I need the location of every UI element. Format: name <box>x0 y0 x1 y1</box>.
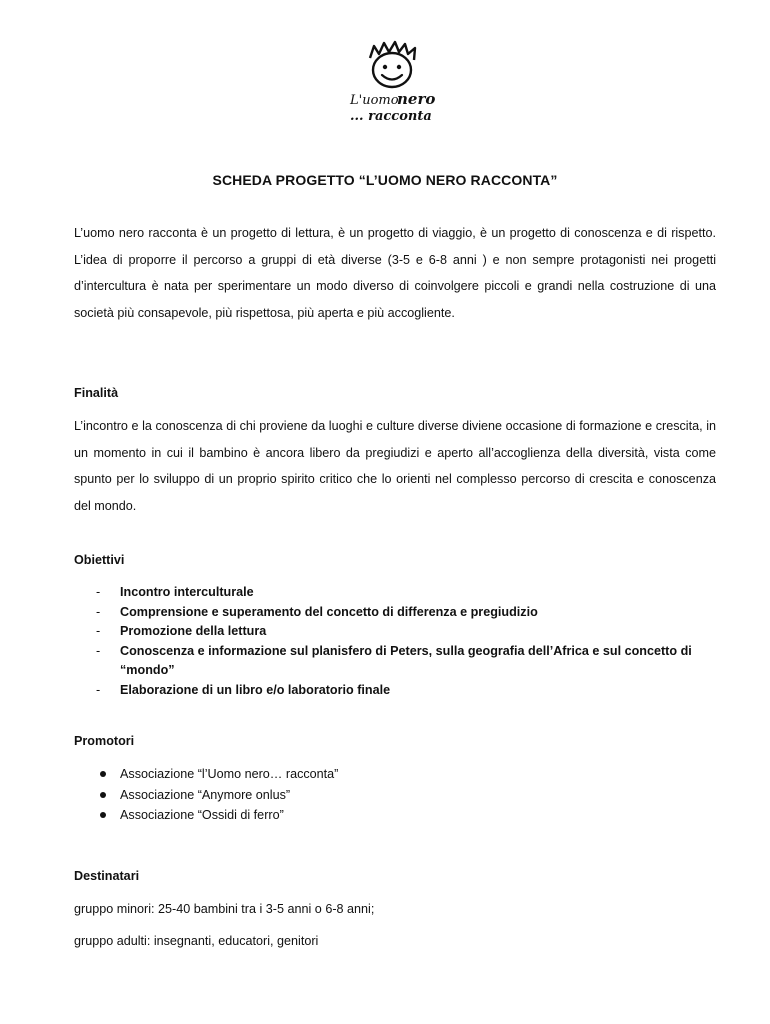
logo-text-racconta: ... racconta <box>350 109 432 124</box>
dash-marker: - <box>96 682 101 697</box>
destinatari-minori: gruppo minori: 25-40 bambini tra i 3-5 anni o 6-8 anni; <box>74 902 375 916</box>
list-item: - Incontro interculturale <box>74 583 724 603</box>
finalita-paragraph: L’incontro e la conoscenza di chi proviene da luoghi e culture diverse diviene occasione di formazione e crescita, in un momento in cui il bambino è ancora libero da pregiudizi e aperto all’accoglienza della diversità, vista come spunto per lo sviluppo di un proprio spirito critico che lo orienti nel complesso percorso di crescita e conoscenza del mondo. <box>74 419 716 513</box>
list-item: Associazione “Ossidi di ferro” <box>74 805 714 826</box>
list-item: - Comprensione e superamento del concetto di differenza e pregiudizio <box>74 603 724 623</box>
finalita-heading: Finalità <box>74 386 119 400</box>
promotori-list <box>74 764 714 826</box>
document-title: SCHEDA PROGETTO “L’UOMO NERO RACCONTA” <box>212 172 558 188</box>
obiettivi-list <box>74 583 724 700</box>
list-item: - Promozione della lettura <box>74 622 724 642</box>
logo <box>340 40 450 124</box>
bullet-icon <box>100 771 106 777</box>
logo-text-nero: nero <box>397 90 436 108</box>
dash-marker: - <box>96 624 101 638</box>
obiettivi-heading: Obiettivi <box>74 553 125 567</box>
logo-text-luomo: L'uomo <box>350 93 399 108</box>
dash-marker: - <box>96 604 101 619</box>
list-item: Associazione “l’Uomo nero… racconta” <box>74 764 714 785</box>
destinatari-adulti: gruppo adulti: insegnanti, educatori, genitori <box>74 934 319 948</box>
destinatari-heading: Destinatari <box>74 869 140 883</box>
list-item: - Elaborazione di un libro e/o laboratorio finale <box>74 681 724 701</box>
promotori-heading: Promotori <box>74 734 135 748</box>
list-item: - Conoscenza e informazione sul planisfero di Peters, sulla geografia dell’Africa e sul concetto di “mondo” <box>96 643 692 677</box>
bullet-icon <box>100 792 106 798</box>
smiling-face-logo-icon <box>340 40 450 124</box>
list-item: Associazione “Anymore onlus” <box>74 785 714 806</box>
intro-paragraph: L’uomo nero racconta è un progetto di lettura, è un progetto di viaggio, è un progetto di conoscenza e di rispetto. L’idea di proporre il percorso a gruppi di età diverse (3-5 e 6-8 anni ) e non sempre protagonisti nei progetti d’intercultura è nata per sperimentare un modo diverso di coinvolgere piccoli e grandi nella costruzione di una società più consapevole, più rispettosa, più aperta e più accogliente. <box>74 226 716 320</box>
dash-marker: - <box>96 643 101 658</box>
bullet-icon <box>100 812 106 818</box>
dash-marker: - <box>96 585 101 599</box>
